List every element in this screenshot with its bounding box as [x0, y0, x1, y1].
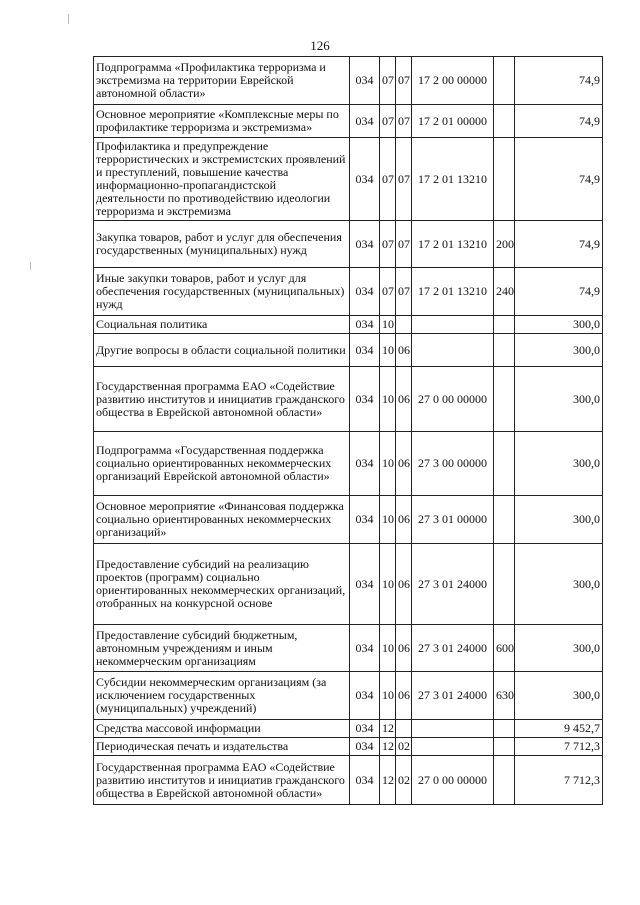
row-subsection-code: 02: [396, 756, 412, 805]
table-row: [94, 138, 603, 221]
row-target-code: 27 3 01 24000: [412, 544, 494, 625]
table-row: [94, 105, 603, 138]
row-ministry-code: 034: [350, 316, 380, 334]
row-name: Подпрограмма «Профилактика терроризма и экстремизма на территории Еврейской автономной области»: [94, 57, 350, 105]
row-section-code: 10: [380, 544, 396, 625]
row-amount: 9 452,7: [515, 720, 603, 738]
row-amount: 74,9: [515, 268, 603, 316]
row-ministry-code: 034: [350, 105, 380, 138]
row-expense-type: 240: [494, 268, 515, 316]
row-subsection-code: 06: [396, 496, 412, 544]
row-section-code: 07: [380, 268, 396, 316]
row-name: Субсидии некоммерческим организациям (за исключением государственных (муниципальных) учреждений): [94, 672, 350, 720]
row-amount: 74,9: [515, 221, 603, 268]
row-target-code: 27 0 00 00000: [412, 367, 494, 432]
row-expense-type: [494, 496, 515, 544]
row-name: Государственная программа ЕАО «Содействие развитию институтов и инициатив гражданского общества в Еврейской автономной области»: [94, 756, 350, 805]
row-ministry-code: 034: [350, 720, 380, 738]
row-expense-type: [494, 738, 515, 756]
row-target-code: 27 0 00 00000: [412, 756, 494, 805]
table-row: [94, 720, 603, 738]
row-name: Социальная политика: [94, 316, 350, 334]
table-row: [94, 625, 603, 672]
row-subsection-code: 07: [396, 105, 412, 138]
table-row: [94, 544, 603, 625]
row-subsection-code: [396, 316, 412, 334]
row-section-code: 10: [380, 334, 396, 367]
row-section-code: 12: [380, 756, 396, 805]
table-row: [94, 367, 603, 432]
row-target-code: 27 3 01 24000: [412, 672, 494, 720]
row-subsection-code: 07: [396, 221, 412, 268]
row-subsection-code: 06: [396, 544, 412, 625]
row-ministry-code: 034: [350, 544, 380, 625]
row-ministry-code: 034: [350, 738, 380, 756]
row-amount: 300,0: [515, 496, 603, 544]
row-expense-type: [494, 316, 515, 334]
row-section-code: 07: [380, 105, 396, 138]
row-ministry-code: 034: [350, 496, 380, 544]
row-name: Профилактика и предупреждение террористических и экстремистских проявлений и преступлений, повышение качества информационно-пропагандистской деятельности по противодействию идеологии терроризма и экстремизма: [94, 138, 350, 221]
row-expense-type: [494, 756, 515, 805]
row-expense-type: [494, 720, 515, 738]
scan-mark-top: [68, 14, 69, 24]
row-name: Подпрограмма «Государственная поддержка социально ориентированных некоммерческих организаций Еврейской автономной области»: [94, 432, 350, 496]
row-ministry-code: 034: [350, 672, 380, 720]
row-name: Государственная программа ЕАО «Содействие развитию институтов и инициатив гражданского общества в Еврейской автономной области»: [94, 367, 350, 432]
table-row: [94, 738, 603, 756]
row-section-code: 10: [380, 625, 396, 672]
row-subsection-code: 06: [396, 367, 412, 432]
row-ministry-code: 034: [350, 268, 380, 316]
row-target-code: 27 3 01 24000: [412, 625, 494, 672]
row-section-code: 07: [380, 221, 396, 268]
row-target-code: [412, 334, 494, 367]
row-name: Закупка товаров, работ и услуг для обеспечения государственных (муниципальных) нужд: [94, 221, 350, 268]
row-section-code: 07: [380, 138, 396, 221]
row-subsection-code: 02: [396, 738, 412, 756]
row-amount: 74,9: [515, 57, 603, 105]
row-subsection-code: 06: [396, 432, 412, 496]
row-expense-type: [494, 138, 515, 221]
row-expense-type: 600: [494, 625, 515, 672]
row-expense-type: [494, 544, 515, 625]
row-amount: 7 712,3: [515, 756, 603, 805]
row-amount: 300,0: [515, 625, 603, 672]
row-ministry-code: 034: [350, 57, 380, 105]
row-ministry-code: 034: [350, 221, 380, 268]
page-number: 126: [310, 38, 330, 53]
row-name: Основное мероприятие «Комплексные меры по профилактике терроризма и экстремизма»: [94, 105, 350, 138]
row-target-code: 17 2 01 13210: [412, 138, 494, 221]
table-row: [94, 672, 603, 720]
row-expense-type: [494, 105, 515, 138]
row-subsection-code: 07: [396, 57, 412, 105]
row-expense-type: [494, 432, 515, 496]
row-amount: 74,9: [515, 138, 603, 221]
row-amount: 7 712,3: [515, 738, 603, 756]
row-target-code: [412, 738, 494, 756]
row-section-code: 10: [380, 496, 396, 544]
row-expense-type: 200: [494, 221, 515, 268]
row-ministry-code: 034: [350, 756, 380, 805]
row-target-code: [412, 720, 494, 738]
row-expense-type: [494, 367, 515, 432]
row-section-code: 10: [380, 432, 396, 496]
row-subsection-code: 06: [396, 334, 412, 367]
row-expense-type: [494, 334, 515, 367]
row-target-code: [412, 316, 494, 334]
row-name: Другие вопросы в области социальной политики: [94, 334, 350, 367]
row-target-code: 27 3 00 00000: [412, 432, 494, 496]
row-section-code: 10: [380, 367, 396, 432]
row-section-code: 12: [380, 720, 396, 738]
row-ministry-code: 034: [350, 625, 380, 672]
row-section-code: 10: [380, 672, 396, 720]
row-subsection-code: 07: [396, 268, 412, 316]
table-row: [94, 316, 603, 334]
row-section-code: 12: [380, 738, 396, 756]
table-row: [94, 57, 603, 105]
row-name: Предоставление субсидий бюджетным, автономным учреждениям и иным некоммерческим организациям: [94, 625, 350, 672]
row-target-code: 17 2 01 13210: [412, 221, 494, 268]
table-row: [94, 268, 603, 316]
row-ministry-code: 034: [350, 432, 380, 496]
row-expense-type: [494, 57, 515, 105]
table-row: [94, 432, 603, 496]
row-amount: 300,0: [515, 544, 603, 625]
table-row: [94, 334, 603, 367]
row-target-code: 17 2 01 13210: [412, 268, 494, 316]
table-row: [94, 756, 603, 805]
scan-mark-left: [30, 262, 31, 270]
row-amount: 300,0: [515, 367, 603, 432]
row-ministry-code: 034: [350, 138, 380, 221]
table-row: [94, 221, 603, 268]
row-section-code: 07: [380, 57, 396, 105]
row-amount: 300,0: [515, 672, 603, 720]
row-name: Периодическая печать и издательства: [94, 738, 350, 756]
budget-table: [93, 56, 603, 805]
row-subsection-code: 06: [396, 625, 412, 672]
row-expense-type: 630: [494, 672, 515, 720]
row-target-code: 17 2 00 00000: [412, 57, 494, 105]
table-row: [94, 496, 603, 544]
row-subsection-code: 07: [396, 138, 412, 221]
row-target-code: 17 2 01 00000: [412, 105, 494, 138]
row-name: Средства массовой информации: [94, 720, 350, 738]
row-amount: 300,0: [515, 334, 603, 367]
row-subsection-code: 06: [396, 672, 412, 720]
row-name: Предоставление субсидий на реализацию проектов (программ) социально ориентированных некоммерческих организаций, отобранных на конкурсной основе: [94, 544, 350, 625]
row-target-code: 27 3 01 00000: [412, 496, 494, 544]
row-amount: 300,0: [515, 432, 603, 496]
row-amount: 300,0: [515, 316, 603, 334]
row-name: Основное мероприятие «Финансовая поддержка социально ориентированных некоммерческих организаций»: [94, 496, 350, 544]
row-amount: 74,9: [515, 105, 603, 138]
row-section-code: 10: [380, 316, 396, 334]
row-name: Иные закупки товаров, работ и услуг для обеспечения государственных (муниципальных) нужд: [94, 268, 350, 316]
row-ministry-code: 034: [350, 334, 380, 367]
row-ministry-code: 034: [350, 367, 380, 432]
row-subsection-code: [396, 720, 412, 738]
